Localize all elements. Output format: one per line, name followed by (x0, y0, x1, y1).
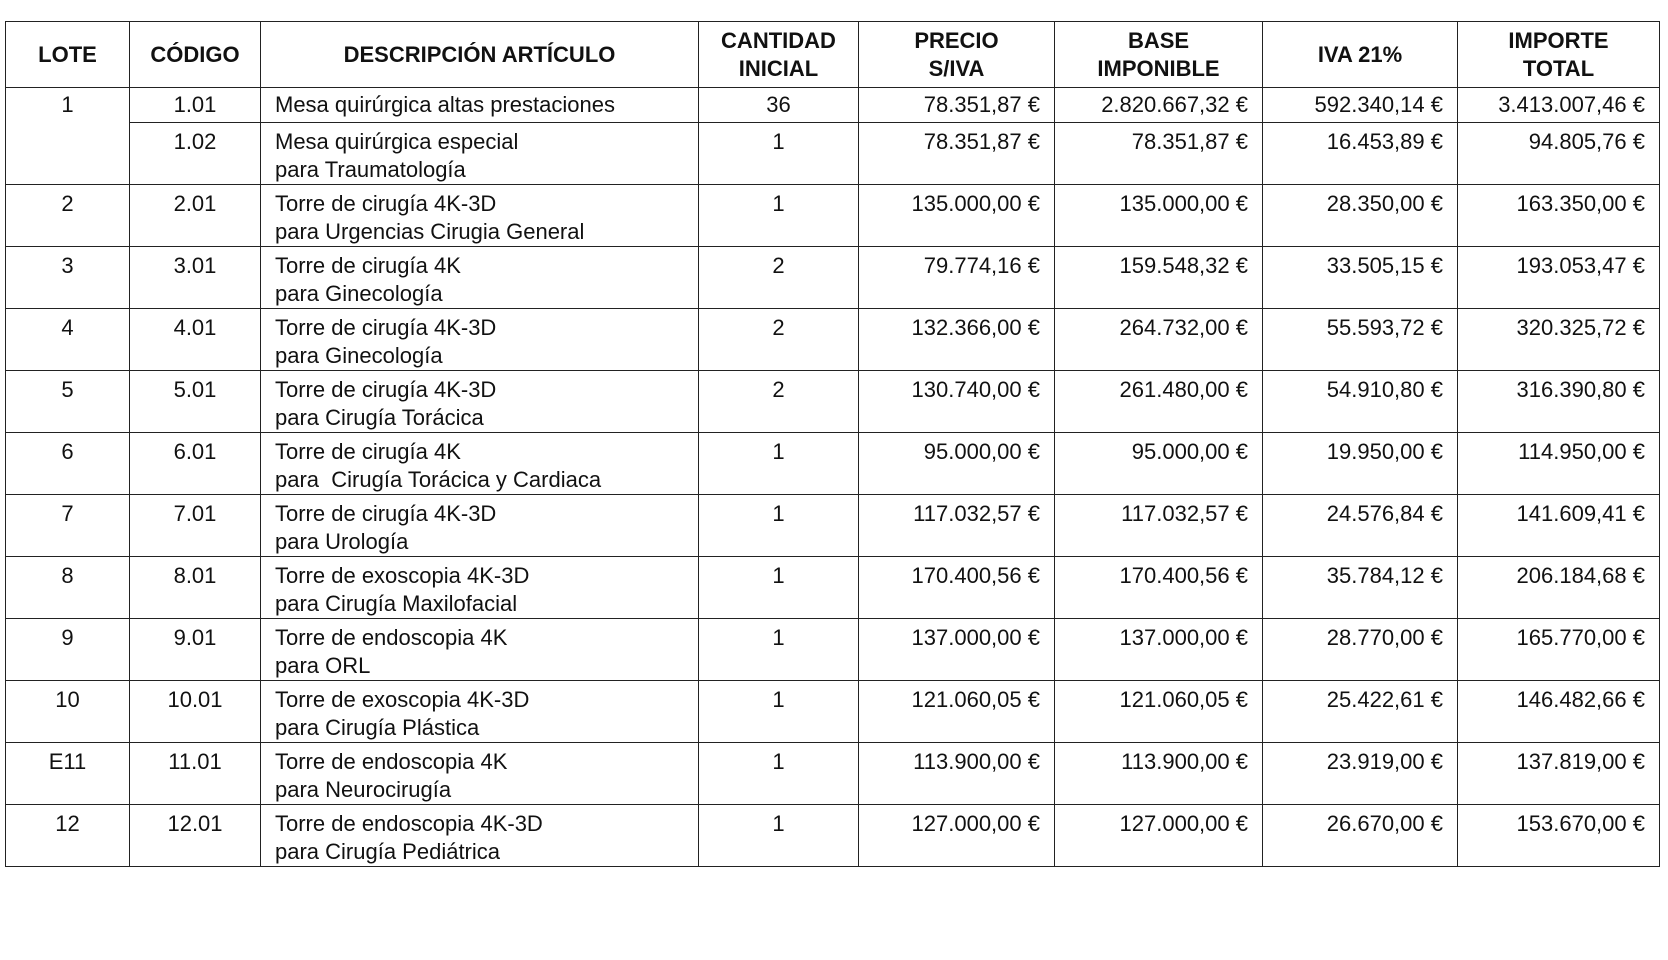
cell-lote: 5 (6, 371, 130, 433)
table-row (6, 433, 1660, 495)
cell-precio: 121.060,05 € (859, 681, 1055, 743)
cell-lote: 12 (6, 805, 130, 867)
cell-descripcion: Torre de cirugía 4K-3D para Ginecología (261, 309, 699, 371)
lotes-table-container (5, 21, 1659, 867)
cell-importe: 94.805,76 € (1458, 123, 1660, 185)
cell-codigo: 11.01 (130, 743, 261, 805)
cell-codigo: 8.01 (130, 557, 261, 619)
cell-codigo: 7.01 (130, 495, 261, 557)
cell-codigo: 9.01 (130, 619, 261, 681)
cell-iva: 26.670,00 € (1263, 805, 1458, 867)
table-row (6, 185, 1660, 247)
cell-iva: 23.919,00 € (1263, 743, 1458, 805)
header-cantidad: CANTIDAD INICIAL (699, 22, 859, 88)
cell-lote: E11 (6, 743, 130, 805)
cell-precio: 170.400,56 € (859, 557, 1055, 619)
cell-descripcion: Torre de cirugía 4K para Cirugía Torácica y Cardiaca (261, 433, 699, 495)
cell-precio: 135.000,00 € (859, 185, 1055, 247)
header-row (6, 22, 1660, 88)
cell-base: 78.351,87 € (1055, 123, 1263, 185)
header-iva: IVA 21% (1263, 22, 1458, 88)
cell-codigo: 5.01 (130, 371, 261, 433)
table-row (6, 743, 1660, 805)
cell-base: 135.000,00 € (1055, 185, 1263, 247)
cell-precio: 113.900,00 € (859, 743, 1055, 805)
header-precio: PRECIO S/IVA (859, 22, 1055, 88)
cell-cantidad: 1 (699, 433, 859, 495)
cell-precio: 117.032,57 € (859, 495, 1055, 557)
cell-iva: 28.770,00 € (1263, 619, 1458, 681)
cell-importe: 163.350,00 € (1458, 185, 1660, 247)
cell-importe: 206.184,68 € (1458, 557, 1660, 619)
cell-lote: 6 (6, 433, 130, 495)
cell-base: 261.480,00 € (1055, 371, 1263, 433)
cell-importe: 153.670,00 € (1458, 805, 1660, 867)
cell-importe: 3.413.007,46 € (1458, 88, 1660, 123)
cell-base: 170.400,56 € (1055, 557, 1263, 619)
cell-iva: 24.576,84 € (1263, 495, 1458, 557)
cell-descripcion: Torre de cirugía 4K-3D para Cirugía Torácica (261, 371, 699, 433)
cell-importe: 114.950,00 € (1458, 433, 1660, 495)
cell-codigo: 2.01 (130, 185, 261, 247)
cell-descripcion: Torre de cirugía 4K-3D para Urología (261, 495, 699, 557)
cell-lote: 1 (6, 88, 130, 185)
cell-importe: 193.053,47 € (1458, 247, 1660, 309)
cell-iva: 54.910,80 € (1263, 371, 1458, 433)
cell-descripcion: Mesa quirúrgica altas prestaciones (261, 88, 699, 123)
header-importe: IMPORTE TOTAL (1458, 22, 1660, 88)
cell-importe: 137.819,00 € (1458, 743, 1660, 805)
cell-importe: 165.770,00 € (1458, 619, 1660, 681)
table-row (6, 805, 1660, 867)
cell-lote: 10 (6, 681, 130, 743)
cell-lote: 9 (6, 619, 130, 681)
cell-descripcion: Torre de endoscopia 4K para ORL (261, 619, 699, 681)
cell-cantidad: 2 (699, 371, 859, 433)
cell-precio: 130.740,00 € (859, 371, 1055, 433)
cell-precio: 78.351,87 € (859, 88, 1055, 123)
cell-descripcion: Torre de exoscopia 4K-3D para Cirugía Maxilofacial (261, 557, 699, 619)
lotes-table (5, 21, 1660, 867)
header-base: BASE IMPONIBLE (1055, 22, 1263, 88)
cell-importe: 141.609,41 € (1458, 495, 1660, 557)
cell-cantidad: 1 (699, 185, 859, 247)
cell-base: 121.060,05 € (1055, 681, 1263, 743)
table-row (6, 495, 1660, 557)
cell-importe: 316.390,80 € (1458, 371, 1660, 433)
cell-codigo: 3.01 (130, 247, 261, 309)
cell-descripcion: Torre de endoscopia 4K-3D para Cirugía Pediátrica (261, 805, 699, 867)
cell-base: 264.732,00 € (1055, 309, 1263, 371)
cell-importe: 320.325,72 € (1458, 309, 1660, 371)
table-row (6, 123, 1660, 185)
cell-base: 127.000,00 € (1055, 805, 1263, 867)
cell-cantidad: 1 (699, 495, 859, 557)
table-row (6, 88, 1660, 123)
cell-cantidad: 1 (699, 805, 859, 867)
cell-iva: 55.593,72 € (1263, 309, 1458, 371)
cell-codigo: 1.02 (130, 123, 261, 185)
cell-descripcion: Torre de cirugía 4K-3D para Urgencias Cirugia General (261, 185, 699, 247)
cell-cantidad: 2 (699, 247, 859, 309)
cell-iva: 25.422,61 € (1263, 681, 1458, 743)
cell-precio: 79.774,16 € (859, 247, 1055, 309)
cell-codigo: 6.01 (130, 433, 261, 495)
cell-base: 137.000,00 € (1055, 619, 1263, 681)
cell-importe: 146.482,66 € (1458, 681, 1660, 743)
cell-iva: 16.453,89 € (1263, 123, 1458, 185)
table-row (6, 681, 1660, 743)
cell-cantidad: 1 (699, 681, 859, 743)
cell-codigo: 1.01 (130, 88, 261, 123)
cell-descripcion: Torre de cirugía 4K para Ginecología (261, 247, 699, 309)
table-row (6, 619, 1660, 681)
cell-descripcion: Mesa quirúrgica especial para Traumatología (261, 123, 699, 185)
cell-iva: 19.950,00 € (1263, 433, 1458, 495)
cell-descripcion: Torre de endoscopia 4K para Neurocirugía (261, 743, 699, 805)
cell-precio: 95.000,00 € (859, 433, 1055, 495)
cell-iva: 33.505,15 € (1263, 247, 1458, 309)
cell-precio: 127.000,00 € (859, 805, 1055, 867)
table-row (6, 247, 1660, 309)
cell-cantidad: 1 (699, 123, 859, 185)
cell-base: 159.548,32 € (1055, 247, 1263, 309)
cell-iva: 28.350,00 € (1263, 185, 1458, 247)
cell-lote: 3 (6, 247, 130, 309)
cell-cantidad: 2 (699, 309, 859, 371)
cell-lote: 8 (6, 557, 130, 619)
cell-iva: 35.784,12 € (1263, 557, 1458, 619)
cell-codigo: 10.01 (130, 681, 261, 743)
table-row (6, 371, 1660, 433)
cell-lote: 7 (6, 495, 130, 557)
table-row (6, 309, 1660, 371)
cell-iva: 592.340,14 € (1263, 88, 1458, 123)
cell-precio: 78.351,87 € (859, 123, 1055, 185)
cell-base: 113.900,00 € (1055, 743, 1263, 805)
table-row (6, 557, 1660, 619)
cell-descripcion: Torre de exoscopia 4K-3D para Cirugía Plástica (261, 681, 699, 743)
cell-codigo: 12.01 (130, 805, 261, 867)
cell-lote: 2 (6, 185, 130, 247)
cell-base: 2.820.667,32 € (1055, 88, 1263, 123)
cell-codigo: 4.01 (130, 309, 261, 371)
header-codigo: CÓDIGO (130, 22, 261, 88)
cell-base: 95.000,00 € (1055, 433, 1263, 495)
cell-precio: 132.366,00 € (859, 309, 1055, 371)
cell-lote: 4 (6, 309, 130, 371)
cell-cantidad: 1 (699, 619, 859, 681)
cell-base: 117.032,57 € (1055, 495, 1263, 557)
header-descripcion: DESCRIPCIÓN ARTÍCULO (261, 22, 699, 88)
cell-cantidad: 36 (699, 88, 859, 123)
cell-cantidad: 1 (699, 557, 859, 619)
cell-precio: 137.000,00 € (859, 619, 1055, 681)
cell-cantidad: 1 (699, 743, 859, 805)
header-lote: LOTE (6, 22, 130, 88)
